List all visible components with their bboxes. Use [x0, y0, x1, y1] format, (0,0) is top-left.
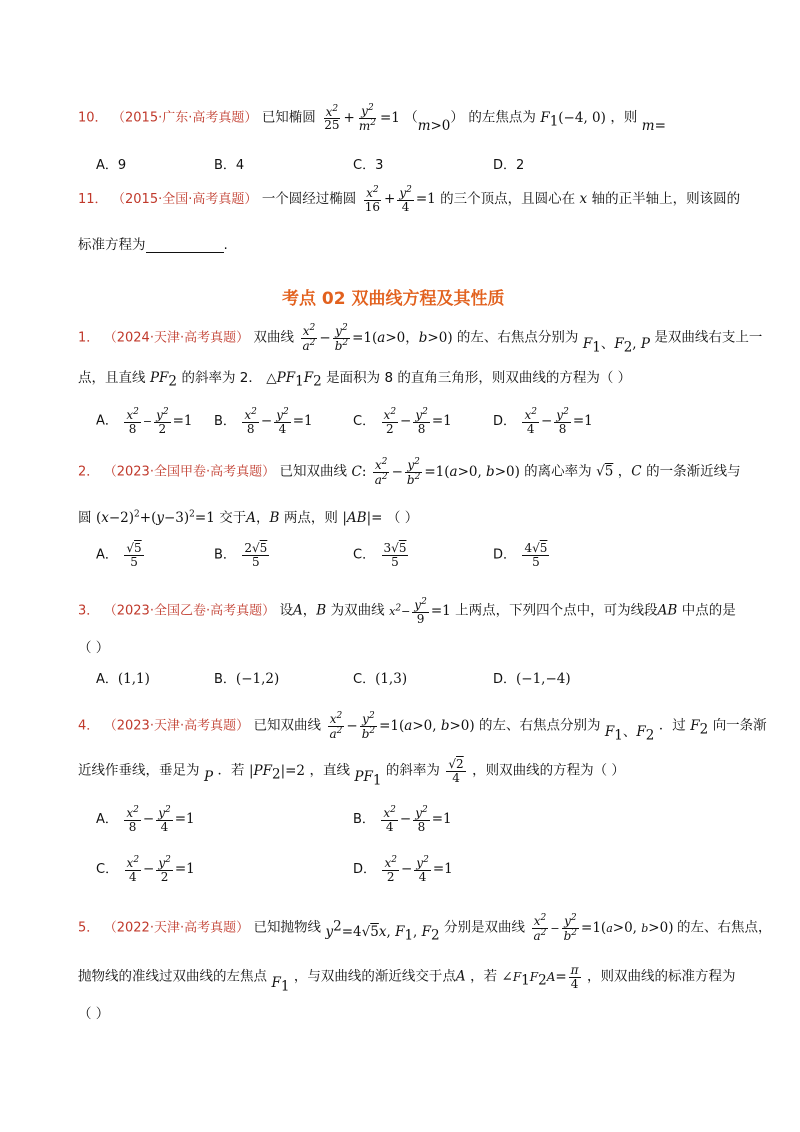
- hyperbola-equation: C: $\frac{x^2}{a^2}$ − $\frac{y^2}{b^2}$ =1(a>0, b>0): [351, 457, 520, 487]
- q2-option-d[interactable]: D． $\frac{4√5}{5}$: [493, 541, 548, 569]
- question-text: 轴的正半轴上，则该圆的: [591, 191, 741, 208]
- question-number: 3．: [78, 603, 100, 619]
- question-1-line2: 点，且直线 $PF_2$ 的斜率为 2． $\triangle PF_1F_2$ 是面积为 8 的直角三角形，则双曲线的方程为（ ）: [78, 370, 632, 390]
- question-5-line2: 抛物线的准线过双曲线的左焦点 $F_1$ ，与双曲线的渐近线交于点A ，若 $\angle F_1F_2A=$ $\frac{\pi}{4}$ ，则双曲线的标准方程为: [78, 963, 736, 995]
- answer-var: m=: [641, 117, 666, 134]
- focus-point: $F_1(-4$, 0): [540, 109, 606, 130]
- q3-option-c[interactable]: C．(1,3): [353, 671, 408, 687]
- question-number: 11．: [78, 192, 108, 208]
- q2-option-c[interactable]: C． $\frac{3√5}{5}$: [353, 541, 407, 569]
- hyperbola-equation: $x^2-$ $\frac{y^2}{9}$ =1: [389, 597, 451, 626]
- question-source: （2015·全国·高考真题）: [112, 192, 258, 208]
- condition: m>0: [417, 117, 451, 134]
- q3-option-d[interactable]: D．(−1,−4): [493, 671, 571, 687]
- q2-option-b[interactable]: B． $\frac{2√5}{5}$: [214, 541, 268, 569]
- question-4-line2: 近线作垂线，垂足为 P ．若 $|PF_2|=2$ ，直线 $PF_1$ 的斜率为 $\frac{√2}{4}$ ，则双曲线的方程为（ ）: [78, 757, 625, 789]
- question-source: （2015·广东·高考真题）: [112, 110, 258, 126]
- hyperbola-equation: $\frac{x^2}{a^2}$ − $\frac{y^2}{b^2}$ =1(a>0, b>0): [533, 913, 674, 943]
- q3-option-b[interactable]: B．(−1,2): [214, 671, 280, 687]
- q1-option-b[interactable]: B． $\frac{x^2}{8}$ − $\frac{y^2}{4}$ =1: [214, 407, 313, 436]
- q1-option-c[interactable]: C． $\frac{x^2}{2}$ − $\frac{y^2}{8}$ =1: [353, 407, 452, 436]
- question-source: （2023·全国乙卷·高考真题）: [103, 603, 276, 619]
- q4-option-c[interactable]: C． $\frac{x^2}{4}$ − $\frac{y^2}{2}$ =1: [96, 855, 195, 884]
- question-number: 4．: [78, 718, 100, 734]
- question-number: 10．: [78, 110, 108, 126]
- question-5-line3: （ ）: [78, 1006, 110, 1022]
- question-3-line2: （ ）: [78, 640, 110, 656]
- question-4: 4． （2023·天津·高考真题） 已知双曲线 $\frac{x^2}{a^2}$ − $\frac{y^2}{b^2}$ =1(a>0, b>0) 的左、右焦点分别为 $F_1$、$F_2$ ．过 $F_2$ 向一条渐: [78, 711, 767, 744]
- section-title: 考点 02 双曲线方程及其性质: [282, 289, 505, 309]
- question-11-line2: 标准方程为 .: [78, 237, 228, 253]
- question-number: 5．: [78, 920, 100, 936]
- parabola-equation: $y^2=4√5x$, $F_1$, $F_2$: [325, 918, 440, 944]
- question-number: 2．: [78, 464, 100, 480]
- question-3: 3． （2023·全国乙卷·高考真题） 设A，B 为双曲线 $x^2-$ $\frac{y^2}{9}$ =1 上两点，下列四个点中，可为线段AB 中点的是: [78, 597, 736, 626]
- question-source: （2023·天津·高考真题）: [103, 718, 250, 734]
- q4-option-b[interactable]: B． $\frac{x^2}{4}$ − $\frac{y^2}{8}$ =1: [353, 805, 452, 834]
- question-source: （2023·全国甲卷·高考真题）: [103, 464, 276, 480]
- answer-blank[interactable]: [146, 240, 224, 253]
- ellipse-equation: $\frac{x^2}{25}$ + $\frac{y^2}{m^2}$ =1: [324, 103, 400, 133]
- hyperbola-equation: $\frac{x^2}{a^2}$ − $\frac{y^2}{b^2}$ =1(a>0，b>0): [302, 323, 453, 353]
- ellipse-equation: $\frac{x^2}{16}$ + $\frac{y^2}{4}$ =1: [364, 185, 436, 214]
- question-text: 已知椭圆: [261, 109, 316, 126]
- question-source: （2022·天津·高考真题）: [103, 920, 250, 936]
- hyperbola-equation: $\frac{x^2}{a^2}$ − $\frac{y^2}{b^2}$ =1(a>0, b>0): [329, 711, 475, 741]
- question-number: 1．: [78, 330, 100, 346]
- question-2-line2: 圆 $(x-2)^2+(y-3)^2=1$ 交于A，B 两点，则 |AB|= （ ）: [78, 509, 419, 526]
- q10-option-d[interactable]: D．2: [493, 158, 525, 173]
- question-text: 的左焦点为: [468, 109, 536, 126]
- question-text: 一个圆经过椭圆: [261, 191, 357, 208]
- q1-option-a[interactable]: A． $\frac{x^2}{8}$ − $\frac{y^2}{2}$ =1: [96, 407, 193, 436]
- q3-option-a[interactable]: A．(1,1): [96, 671, 150, 687]
- question-5: 5． （2022·天津·高考真题） 已知抛物线 $y^2=4√5x$, $F_1$, $F_2$ 分别是双曲线 $\frac{x^2}{a^2}$ − $\frac{y^2}{b^2}$ =1(a>0, b>0) 的左、右焦点，: [78, 913, 772, 944]
- question-text: ，则: [610, 109, 638, 126]
- q1-option-d[interactable]: D． $\frac{x^2}{4}$ − $\frac{y^2}{8}$ =1: [493, 407, 593, 436]
- question-source: （2024·天津·高考真题）: [103, 330, 250, 346]
- question-1: 1． （2024·天津·高考真题） 双曲线 $\frac{x^2}{a^2}$ − $\frac{y^2}{b^2}$ =1(a>0，b>0) 的左、右焦点分别为 $F_1$、$F_2$, P 是双曲线右支上一: [78, 323, 763, 356]
- q4-option-a[interactable]: A． $\frac{x^2}{8}$ − $\frac{y^2}{4}$ =1: [96, 805, 195, 834]
- q10-option-b[interactable]: B．4: [214, 158, 245, 173]
- q2-option-a[interactable]: A． $\frac{√5}{5}$: [96, 541, 142, 569]
- question-text: 的三个顶点，且圆心在: [440, 191, 576, 208]
- q4-option-d[interactable]: D． $\frac{x^2}{2}$ − $\frac{y^2}{4}$ =1: [353, 855, 453, 884]
- question-10: 10． （2015·广东·高考真题） 已知椭圆 $\frac{x^2}{25}$ + $\frac{y^2}{m^2}$ =1 （m>0） 的左焦点为 $F_1(-4$, 0) ，则 m=: [78, 103, 666, 134]
- q10-option-c[interactable]: C．3: [353, 158, 384, 173]
- question-11: 11． （2015·全国·高考真题） 一个圆经过椭圆 $\frac{x^2}{16}$ + $\frac{y^2}{4}$ =1 的三个顶点，且圆心在 x 轴的正半轴上，则该圆的: [78, 185, 741, 214]
- question-2: 2． （2023·全国甲卷·高考真题） 已知双曲线 C: $\frac{x^2}{a^2}$ − $\frac{y^2}{b^2}$ =1(a>0, b>0) 的离心率为 √5 ，C 的一条渐近线与: [78, 457, 741, 487]
- q10-option-a[interactable]: A．9: [96, 158, 127, 173]
